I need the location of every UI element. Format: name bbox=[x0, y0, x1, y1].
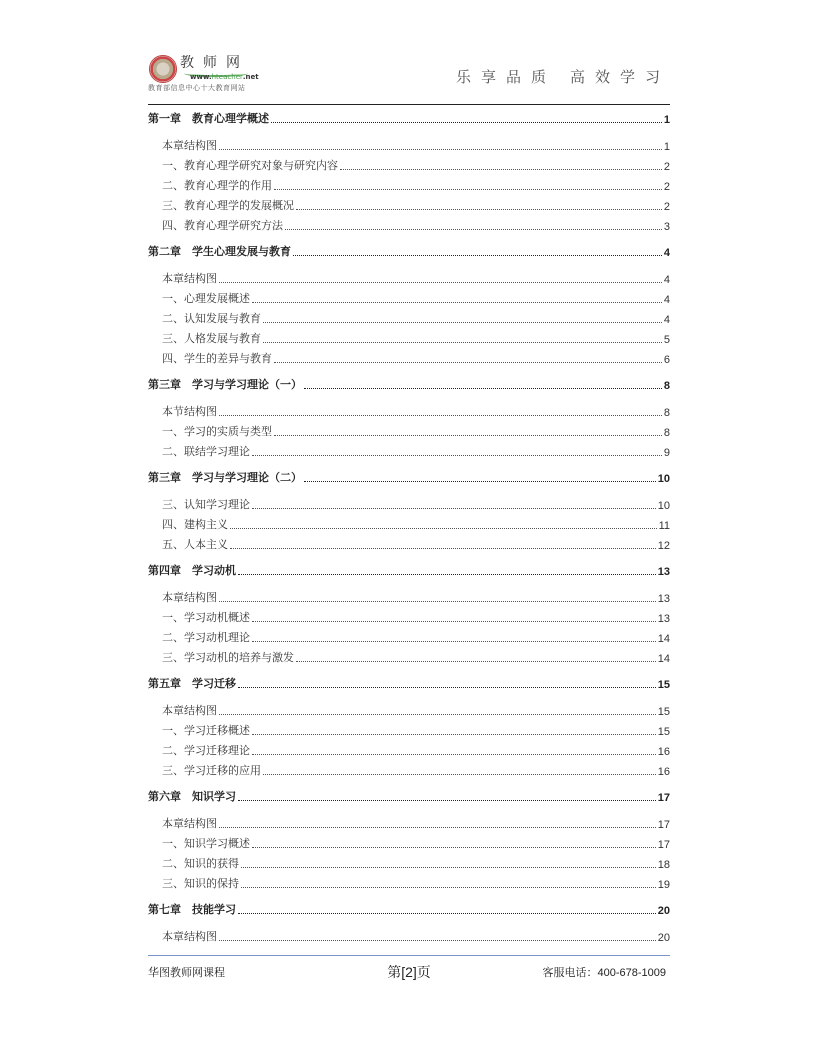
dot-leader bbox=[252, 847, 656, 848]
toc-entry-label: 第三章 学习与学习理论（一） bbox=[148, 378, 302, 391]
toc-page-number: 2 bbox=[663, 161, 670, 173]
toc-section-entry[interactable] bbox=[148, 193, 670, 213]
dot-leader bbox=[274, 189, 662, 190]
toc-section-entry[interactable] bbox=[148, 153, 670, 173]
toc-entry-label: 三、教育心理学的发展概况 bbox=[162, 199, 294, 212]
toc-entry-label: 本章结构图 bbox=[162, 930, 217, 943]
toc-entry-label: 二、知识的获得 bbox=[162, 857, 239, 870]
logo-url bbox=[190, 73, 259, 81]
logo-title: 教师网 bbox=[180, 55, 249, 71]
header-divider bbox=[148, 104, 670, 105]
toc-entry-label: 三、知识的保持 bbox=[162, 877, 239, 890]
logo-url-prefix: www. bbox=[190, 73, 212, 81]
toc-page-number: 15 bbox=[657, 679, 670, 691]
toc-entry-label: 三、人格发展与教育 bbox=[162, 332, 261, 345]
toc-chapter-entry[interactable] bbox=[148, 106, 670, 126]
slogan-left: 乐享品质 bbox=[455, 68, 556, 86]
toc-section-entry[interactable] bbox=[148, 266, 670, 286]
toc-page-number: 6 bbox=[663, 354, 670, 366]
header-slogan bbox=[456, 66, 670, 87]
toc-entry-label: 一、心理发展概述 bbox=[162, 292, 250, 305]
toc-section-entry[interactable] bbox=[148, 532, 670, 552]
dot-leader bbox=[238, 800, 656, 801]
toc-entry-label: 三、认知学习理论 bbox=[162, 498, 250, 511]
toc-page-number: 13 bbox=[657, 593, 670, 605]
toc-entry-label: 四、教育心理学研究方法 bbox=[162, 219, 283, 232]
toc-entry-label: 本章结构图 bbox=[162, 817, 217, 830]
toc-page-number: 4 bbox=[663, 294, 670, 306]
dot-leader bbox=[263, 322, 662, 323]
toc-section-entry[interactable] bbox=[148, 871, 670, 891]
toc-page-number: 20 bbox=[657, 932, 670, 944]
toc-page-number: 16 bbox=[657, 746, 670, 758]
toc-section-entry[interactable] bbox=[148, 326, 670, 346]
dot-leader bbox=[219, 827, 656, 828]
toc-page-number: 8 bbox=[663, 380, 670, 392]
school-seal-icon bbox=[149, 55, 177, 83]
dot-leader bbox=[219, 714, 656, 715]
toc-page-number: 4 bbox=[663, 274, 670, 286]
toc-page-number: 1 bbox=[663, 141, 670, 153]
toc-page-number: 20 bbox=[657, 905, 670, 917]
dot-leader bbox=[238, 687, 656, 688]
toc-section-entry[interactable] bbox=[148, 286, 670, 306]
toc-entry-label: 一、学习的实质与类型 bbox=[162, 425, 272, 438]
toc-chapter-entry[interactable] bbox=[148, 784, 670, 804]
toc-entry-label: 第二章 学生心理发展与教育 bbox=[148, 245, 291, 258]
dot-leader bbox=[238, 913, 656, 914]
toc-section-entry[interactable] bbox=[148, 924, 670, 944]
toc-page-number: 14 bbox=[657, 633, 670, 645]
toc-page-number: 9 bbox=[663, 447, 670, 459]
toc-entry-label: 一、学习迁移概述 bbox=[162, 724, 250, 737]
toc-entry-label: 二、认知发展与教育 bbox=[162, 312, 261, 325]
toc-entry-label: 本章结构图 bbox=[162, 139, 217, 152]
toc-page-number: 2 bbox=[663, 201, 670, 213]
toc-entry-label: 二、教育心理学的作用 bbox=[162, 179, 272, 192]
dot-leader bbox=[219, 601, 656, 602]
toc-page-number: 1 bbox=[663, 114, 670, 126]
toc-chapter-entry[interactable] bbox=[148, 372, 670, 392]
dot-leader bbox=[285, 229, 662, 230]
toc-page-number: 10 bbox=[657, 473, 670, 485]
toc-page-number: 4 bbox=[663, 314, 670, 326]
toc-section-entry[interactable] bbox=[148, 173, 670, 193]
toc-entry-label: 第四章 学习动机 bbox=[148, 564, 236, 577]
toc-entry-label: 四、学生的差异与教育 bbox=[162, 352, 272, 365]
dot-leader bbox=[219, 282, 662, 283]
toc-page-number: 15 bbox=[657, 726, 670, 738]
dot-leader bbox=[296, 209, 662, 210]
toc-section-entry[interactable] bbox=[148, 585, 670, 605]
toc-entry-label: 五、人本主义 bbox=[162, 538, 228, 551]
toc-page-number: 5 bbox=[663, 334, 670, 346]
toc-page-number: 13 bbox=[657, 613, 670, 625]
footer-hotline: 客服电话：400-678-1009 bbox=[542, 967, 666, 979]
dot-leader bbox=[230, 528, 657, 529]
dot-leader bbox=[241, 867, 656, 868]
dot-leader bbox=[252, 734, 656, 735]
toc-section-entry[interactable] bbox=[148, 306, 670, 326]
dot-leader bbox=[274, 435, 662, 436]
toc-entry-label: 本章结构图 bbox=[162, 704, 217, 717]
dot-leader bbox=[230, 548, 656, 549]
toc-entry-label: 一、教育心理学研究对象与研究内容 bbox=[162, 159, 338, 172]
toc-section-entry[interactable] bbox=[148, 718, 670, 738]
dot-leader bbox=[252, 508, 656, 509]
toc-page-number: 4 bbox=[663, 247, 670, 259]
dot-leader bbox=[238, 574, 656, 575]
toc-chapter-entry[interactable] bbox=[148, 239, 670, 259]
toc-page-number: 17 bbox=[657, 819, 670, 831]
toc-entry-label: 三、学习迁移的应用 bbox=[162, 764, 261, 777]
toc-page-number: 12 bbox=[657, 540, 670, 552]
dot-leader bbox=[252, 641, 656, 642]
toc-section-entry[interactable] bbox=[148, 645, 670, 665]
toc-section-entry[interactable] bbox=[148, 346, 670, 366]
page-number: 第[2]页 bbox=[387, 964, 431, 980]
dot-leader bbox=[252, 302, 662, 303]
toc-entry-label: 四、建构主义 bbox=[162, 518, 228, 531]
dot-leader bbox=[219, 940, 656, 941]
page-footer bbox=[148, 962, 670, 980]
toc-chapter-entry[interactable] bbox=[148, 671, 670, 691]
toc-page-number: 14 bbox=[657, 653, 670, 665]
toc-page-number: 8 bbox=[663, 427, 670, 439]
toc-page-number: 15 bbox=[657, 706, 670, 718]
toc-page-number: 2 bbox=[663, 181, 670, 193]
logo-subtitle: 教育部信息中心十大教育网站 bbox=[148, 84, 246, 92]
slogan-right: 高效学习 bbox=[569, 68, 670, 86]
toc-entry-label: 第三章 学习与学习理论（二） bbox=[148, 471, 302, 484]
dot-leader bbox=[293, 255, 662, 256]
toc-entry-label: 本节结构图 bbox=[162, 405, 217, 418]
dot-leader bbox=[252, 455, 662, 456]
toc-section-entry[interactable] bbox=[148, 625, 670, 645]
toc-section-entry[interactable] bbox=[148, 698, 670, 718]
toc-section-entry[interactable] bbox=[148, 213, 670, 233]
dot-leader bbox=[296, 661, 656, 662]
toc-page-number: 3 bbox=[663, 221, 670, 233]
table-of-contents bbox=[148, 106, 670, 944]
dot-leader bbox=[271, 122, 662, 123]
dot-leader bbox=[252, 621, 656, 622]
toc-section-entry[interactable] bbox=[148, 492, 670, 512]
dot-leader bbox=[263, 774, 656, 775]
toc-entry-label: 第七章 技能学习 bbox=[148, 903, 236, 916]
toc-section-entry[interactable] bbox=[148, 811, 670, 831]
toc-entry-label: 二、学习迁移理论 bbox=[162, 744, 250, 757]
toc-entry-label: 第一章 教育心理学概述 bbox=[148, 112, 269, 125]
toc-page-number: 19 bbox=[657, 879, 670, 891]
toc-section-entry[interactable] bbox=[148, 512, 670, 532]
toc-entry-label: 第五章 学习迁移 bbox=[148, 677, 236, 690]
toc-page-number: 13 bbox=[657, 566, 670, 578]
toc-page-number: 17 bbox=[657, 792, 670, 804]
footer-course-name: 华图教师网课程 bbox=[148, 967, 225, 979]
toc-chapter-entry[interactable] bbox=[148, 558, 670, 578]
toc-page-number: 16 bbox=[657, 766, 670, 778]
dot-leader bbox=[252, 754, 656, 755]
toc-entry-label: 第六章 知识学习 bbox=[148, 790, 236, 803]
toc-section-entry[interactable] bbox=[148, 439, 670, 459]
dot-leader bbox=[304, 388, 662, 389]
toc-chapter-entry[interactable] bbox=[148, 897, 670, 917]
dot-leader bbox=[219, 415, 662, 416]
dot-leader bbox=[274, 362, 662, 363]
page-header bbox=[148, 52, 670, 100]
toc-entry-label: 三、学习动机的培养与激发 bbox=[162, 651, 294, 664]
toc-section-entry[interactable] bbox=[148, 133, 670, 153]
toc-section-entry[interactable] bbox=[148, 758, 670, 778]
logo-url-suffix: .net bbox=[242, 73, 259, 81]
toc-page-number: 8 bbox=[663, 407, 670, 419]
dot-leader bbox=[263, 342, 662, 343]
toc-section-entry[interactable] bbox=[148, 399, 670, 419]
toc-entry-label: 二、联结学习理论 bbox=[162, 445, 250, 458]
dot-leader bbox=[241, 887, 656, 888]
toc-page-number: 10 bbox=[657, 500, 670, 512]
toc-section-entry[interactable] bbox=[148, 851, 670, 871]
toc-entry-label: 一、学习动机概述 bbox=[162, 611, 250, 624]
dot-leader bbox=[219, 149, 662, 150]
toc-section-entry[interactable] bbox=[148, 419, 670, 439]
toc-section-entry[interactable] bbox=[148, 831, 670, 851]
toc-entry-label: 二、学习动机理论 bbox=[162, 631, 250, 644]
footer-divider bbox=[148, 955, 670, 956]
site-logo[interactable] bbox=[148, 52, 258, 94]
toc-section-entry[interactable] bbox=[148, 738, 670, 758]
logo-url-highlight: hteacher bbox=[211, 73, 243, 81]
dot-leader bbox=[340, 169, 662, 170]
toc-entry-label: 本章结构图 bbox=[162, 591, 217, 604]
toc-entry-label: 本章结构图 bbox=[162, 272, 217, 285]
toc-section-entry[interactable] bbox=[148, 605, 670, 625]
toc-chapter-entry[interactable] bbox=[148, 465, 670, 485]
toc-page-number: 18 bbox=[657, 859, 670, 871]
toc-page-number: 17 bbox=[657, 839, 670, 851]
toc-page-number: 11 bbox=[658, 520, 670, 532]
toc-entry-label: 一、知识学习概述 bbox=[162, 837, 250, 850]
dot-leader bbox=[304, 481, 656, 482]
